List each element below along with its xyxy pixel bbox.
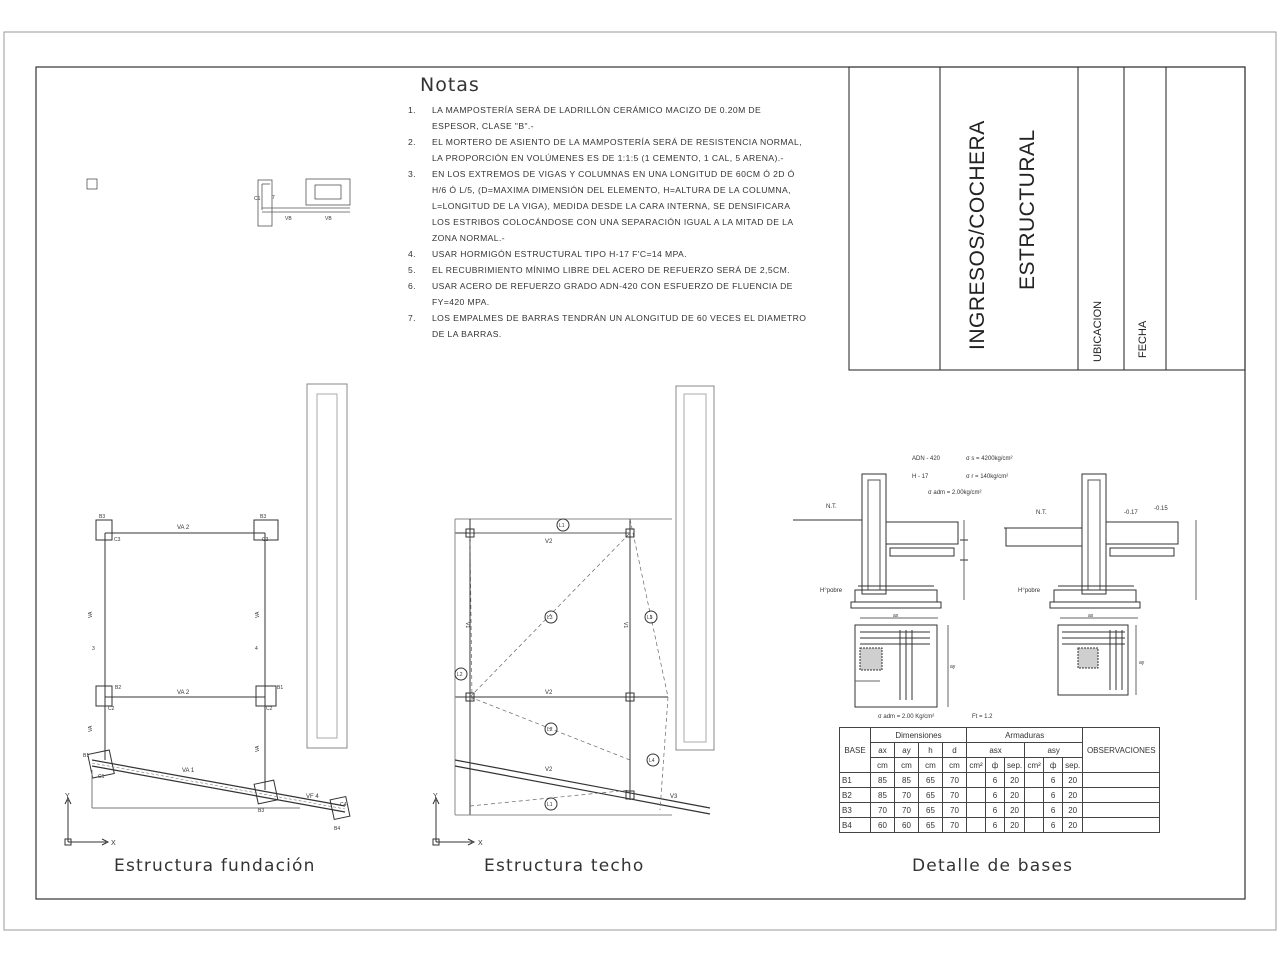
fnd-beam-middle: VA 2 bbox=[177, 690, 190, 696]
cell-ay: 70 bbox=[895, 803, 919, 818]
cell-ay: 70 bbox=[895, 788, 919, 803]
roof-slab-l2-left: L2 bbox=[457, 672, 463, 678]
roof-axes bbox=[433, 798, 474, 845]
th-d: d bbox=[943, 743, 967, 758]
fnd-beam-bottom: VA 1 bbox=[182, 768, 195, 774]
dim-015: -0.15 bbox=[1154, 506, 1168, 512]
note-item bbox=[408, 166, 810, 246]
cell-asy-sep: 20 bbox=[1063, 803, 1083, 818]
dim-017: -0.17 bbox=[1124, 510, 1138, 516]
note-item bbox=[408, 134, 810, 166]
fnd-col-c2-l: C2 bbox=[108, 706, 115, 712]
spec-adm: σ adm = 2.00kg/cm² bbox=[928, 490, 982, 496]
cell-base: B4 bbox=[840, 818, 871, 833]
cell-h: 65 bbox=[919, 773, 943, 788]
note-number: 7. bbox=[408, 313, 416, 323]
cell-asy-cm2 bbox=[1025, 773, 1044, 788]
cell-asx-sep: 20 bbox=[1005, 773, 1025, 788]
unit-cell: ф bbox=[1044, 758, 1063, 773]
roof-beam-bottom: V2 bbox=[545, 767, 553, 773]
cell-asx-cm2 bbox=[967, 773, 986, 788]
footer-adm: σ adm = 2.00 Kg/cm² bbox=[878, 714, 935, 720]
cell-asx-sep: 20 bbox=[1005, 803, 1025, 818]
note-item bbox=[408, 102, 810, 134]
th-dimensions: Dimensiones bbox=[871, 728, 967, 743]
roof-slab-l3-right: L3 bbox=[647, 615, 653, 621]
th-asy: asy bbox=[1025, 743, 1083, 758]
unit-cell: cm bbox=[871, 758, 895, 773]
lean-left: H°pobre bbox=[820, 588, 843, 594]
note-text: USAR HORMIGÓN ESTRUCTURAL TIPO H-17 F'C=14 MPA. bbox=[432, 249, 687, 259]
cell-asx-phi: 6 bbox=[986, 803, 1005, 818]
unit-cell: cm² bbox=[1025, 758, 1044, 773]
key-plan bbox=[87, 179, 350, 226]
roof-axis-y: Y bbox=[433, 793, 438, 800]
note-number: 6. bbox=[408, 281, 416, 291]
cell-obs bbox=[1083, 788, 1160, 803]
cell-h: 65 bbox=[919, 788, 943, 803]
table-row bbox=[840, 818, 1160, 833]
roof-plan bbox=[455, 386, 714, 815]
note-item bbox=[408, 246, 810, 262]
key-plan-beam2: VB bbox=[325, 216, 332, 222]
cell-d: 70 bbox=[943, 818, 967, 833]
table-row bbox=[840, 803, 1160, 818]
cell-asy-cm2 bbox=[1025, 803, 1044, 818]
cell-asx-sep: 20 bbox=[1005, 818, 1025, 833]
fnd-axis-y: Y bbox=[65, 793, 70, 800]
roof-axis-x: X bbox=[478, 840, 483, 847]
th-asx: asx bbox=[967, 743, 1025, 758]
base-plan-left bbox=[855, 625, 948, 707]
foundation-axes bbox=[65, 798, 108, 845]
cell-obs bbox=[1083, 818, 1160, 833]
notes-title: Notas bbox=[420, 74, 480, 96]
spec-fs: σ s = 4200kg/cm² bbox=[966, 456, 1013, 462]
note-text: LOS EMPALMES DE BARRAS TENDRÁN UN ALONGITUD DE 60 VECES EL DIAMETRO DE LA BARRAS. bbox=[432, 313, 807, 339]
fnd-base-b3-tl: B3 bbox=[99, 514, 106, 520]
cell-base: B1 bbox=[840, 773, 871, 788]
fnd-col-c1: C1 bbox=[98, 774, 105, 780]
th-ax: ax bbox=[871, 743, 895, 758]
cell-d: 70 bbox=[943, 773, 967, 788]
bases-table bbox=[839, 727, 1160, 833]
caption-foundation: Estructura fundación bbox=[114, 856, 316, 876]
cell-asy-phi: 6 bbox=[1044, 773, 1063, 788]
roof-beam-middle: V2 bbox=[545, 690, 553, 696]
note-text: EL MORTERO DE ASIENTO DE LA MAMPOSTERÍA SERÁ DE RESISTENCIA NORMAL, LA PROPORCIÓN EN VOLÚMENES ES DE 1:1:5 (1 CEMENTO, 1 CAL, 5 ARENA).- bbox=[432, 137, 802, 163]
cell-asx-cm2 bbox=[967, 803, 986, 818]
key-plan-beam: VB bbox=[285, 216, 292, 222]
cell-asx-phi: 6 bbox=[986, 788, 1005, 803]
fnd-col-c3-tr: C3 bbox=[262, 537, 269, 543]
unit-cell: cm bbox=[919, 758, 943, 773]
cell-asy-cm2 bbox=[1025, 788, 1044, 803]
cell-ax: 70 bbox=[871, 803, 895, 818]
fnd-beam-right-lower: VA bbox=[255, 745, 261, 752]
note-text: EN LOS EXTREMOS DE VIGAS Y COLUMNAS EN UNA LONGITUD DE 60CM Ó 2D Ó H/6 Ó L/5, (D=MAXIMA DIMENSIÓN DEL ELEMENTO, H=ALTURA DE LA COLUMNA, L=LONGITUD DE LA VIGA), MEDIDA DESDE LA CARA INTERNA, SE DENSIFICARA LOS ESTRIBOS COLOCÁNDOSE CON UNA SEPARACIÓN IGUAL A LA MITAD DE LA ZONA NORMAL.- bbox=[432, 169, 795, 243]
note-number: 5. bbox=[408, 265, 416, 275]
key-plan-l: 7 bbox=[272, 195, 275, 201]
table-row bbox=[840, 773, 1160, 788]
roof-slab-l1-bottom: L1 bbox=[547, 802, 553, 808]
roof-slab-l1-top: L1 bbox=[559, 523, 565, 529]
discipline-title: ESTRUCTURAL bbox=[1016, 129, 1039, 290]
note-item bbox=[408, 310, 810, 342]
footer-ft: Ft = 1.2 bbox=[972, 714, 993, 720]
fnd-col-c4: C4 bbox=[340, 802, 347, 808]
cell-base: B2 bbox=[840, 788, 871, 803]
fnd-base-b2: B2 bbox=[115, 685, 122, 691]
fnd-col-c3-tl: C3 bbox=[114, 537, 121, 543]
cell-ay: 60 bbox=[895, 818, 919, 833]
note-text: USAR ACERO DE REFUERZO GRADO ADN-420 CON ESFUERZO DE FLUENCIA DE FY=420 MPA. bbox=[432, 281, 793, 307]
nt-left: N.T. bbox=[826, 504, 837, 510]
note-item bbox=[408, 262, 810, 278]
plan-ax-left: ax bbox=[893, 613, 899, 619]
roof-slab-l4: L4 bbox=[649, 758, 655, 764]
cell-base: B3 bbox=[840, 803, 871, 818]
cell-asy-sep: 20 bbox=[1063, 818, 1083, 833]
note-item bbox=[408, 278, 810, 310]
fnd-beam-ext: VF 4 bbox=[306, 794, 319, 800]
cell-asy-sep: 20 bbox=[1063, 773, 1083, 788]
cell-asy-sep: 20 bbox=[1063, 788, 1083, 803]
note-number: 1. bbox=[408, 105, 416, 115]
note-text: LA MAMPOSTERÍA SERÁ DE LADRILLÓN CERÁMICO MACIZO DE 0.20M DE ESPESOR, CLASE "B".- bbox=[432, 105, 762, 131]
note-number: 2. bbox=[408, 137, 416, 147]
notes-list bbox=[400, 102, 810, 342]
plan-ay-right: ay bbox=[1139, 660, 1145, 666]
cell-asx-sep: 20 bbox=[1005, 788, 1025, 803]
lean-right: H°pobre bbox=[1018, 588, 1041, 594]
th-observaciones: OBSERVACIONES bbox=[1083, 728, 1160, 773]
cell-asy-phi: 6 bbox=[1044, 818, 1063, 833]
plan-ax-right: ax bbox=[1088, 613, 1094, 619]
fnd-base-b4: B4 bbox=[334, 826, 341, 832]
cell-asx-cm2 bbox=[967, 788, 986, 803]
caption-bases: Detalle de bases bbox=[912, 856, 1074, 876]
cell-h: 65 bbox=[919, 818, 943, 833]
roof-slab-l2-lower: L2 bbox=[547, 727, 553, 733]
cell-asy-cm2 bbox=[1025, 818, 1044, 833]
title-block bbox=[849, 67, 1245, 370]
cell-d: 70 bbox=[943, 788, 967, 803]
fnd-base-b3-tr: B3 bbox=[260, 514, 267, 520]
roof-beam-top: V2 bbox=[545, 539, 553, 545]
note-number: 3. bbox=[408, 169, 416, 179]
roof-slab-l3: L3 bbox=[547, 615, 553, 621]
cell-asy-phi: 6 bbox=[1044, 803, 1063, 818]
fnd-dim-right: 4 bbox=[255, 646, 258, 652]
cell-asx-cm2 bbox=[967, 818, 986, 833]
base-plan-right bbox=[1058, 625, 1136, 695]
spec-steel: ADN - 420 bbox=[912, 456, 941, 462]
fnd-dim-left: 3 bbox=[92, 646, 95, 652]
unit-cell: cm bbox=[895, 758, 919, 773]
caption-roof: Estructura techo bbox=[484, 856, 645, 876]
project-title: INGRESOS/COCHERA bbox=[966, 120, 989, 350]
fnd-beam-right-upper: VA bbox=[255, 611, 261, 618]
notes-block bbox=[400, 74, 810, 342]
roof-beam-right: V1 bbox=[622, 622, 628, 629]
cell-ax: 85 bbox=[871, 773, 895, 788]
cell-asx-phi: 6 bbox=[986, 818, 1005, 833]
fnd-beam-left-upper: VA bbox=[88, 611, 94, 618]
roof-beam-ext: V3 bbox=[670, 794, 678, 800]
foundation-plan bbox=[88, 384, 350, 819]
unit-cell: sep. bbox=[1005, 758, 1025, 773]
fnd-base-b1-bl: B1 bbox=[83, 753, 90, 759]
note-text: EL RECUBRIMIENTO MÍNIMO LIBRE DEL ACERO DE REFUERZO SERÁ DE 2,5CM. bbox=[432, 265, 790, 275]
cell-asy-phi: 6 bbox=[1044, 788, 1063, 803]
cell-obs bbox=[1083, 803, 1160, 818]
fnd-base-b1-r: B1 bbox=[277, 685, 284, 691]
fnd-base-b3-b: B3 bbox=[258, 808, 265, 814]
unit-cell: cm² bbox=[967, 758, 986, 773]
cell-h: 65 bbox=[919, 803, 943, 818]
cell-ax: 60 bbox=[871, 818, 895, 833]
cell-d: 70 bbox=[943, 803, 967, 818]
bases-body bbox=[840, 773, 1160, 833]
unit-cell: ф bbox=[986, 758, 1005, 773]
cell-ax: 85 bbox=[871, 788, 895, 803]
fnd-beam-left-lower: VA bbox=[88, 725, 94, 732]
th-base: BASE bbox=[840, 728, 871, 773]
th-armaduras: Armaduras bbox=[967, 728, 1083, 743]
location-label: UBICACION bbox=[1092, 300, 1104, 362]
spec-fr: σ r = 140kg/cm² bbox=[966, 474, 1009, 480]
key-plan-c: C1 bbox=[254, 196, 261, 202]
date-label: FECHA bbox=[1137, 320, 1149, 358]
spec-concrete: H - 17 bbox=[912, 474, 929, 480]
th-h: h bbox=[919, 743, 943, 758]
cell-asx-phi: 6 bbox=[986, 773, 1005, 788]
fnd-col-c2-r: C2 bbox=[266, 706, 273, 712]
unit-cell: cm bbox=[943, 758, 967, 773]
table-row bbox=[840, 788, 1160, 803]
base-section-right bbox=[1004, 474, 1196, 618]
roof-beam-left: V1 bbox=[464, 622, 470, 629]
nt-right: N.T. bbox=[1036, 510, 1047, 516]
cell-obs bbox=[1083, 773, 1160, 788]
fnd-axis-x: X bbox=[111, 840, 116, 847]
th-ay: ay bbox=[895, 743, 919, 758]
plan-ay-left: ay bbox=[950, 664, 956, 670]
unit-cell: sep. bbox=[1063, 758, 1083, 773]
note-number: 4. bbox=[408, 249, 416, 259]
cell-ay: 85 bbox=[895, 773, 919, 788]
fnd-beam-top: VA 2 bbox=[177, 525, 190, 531]
